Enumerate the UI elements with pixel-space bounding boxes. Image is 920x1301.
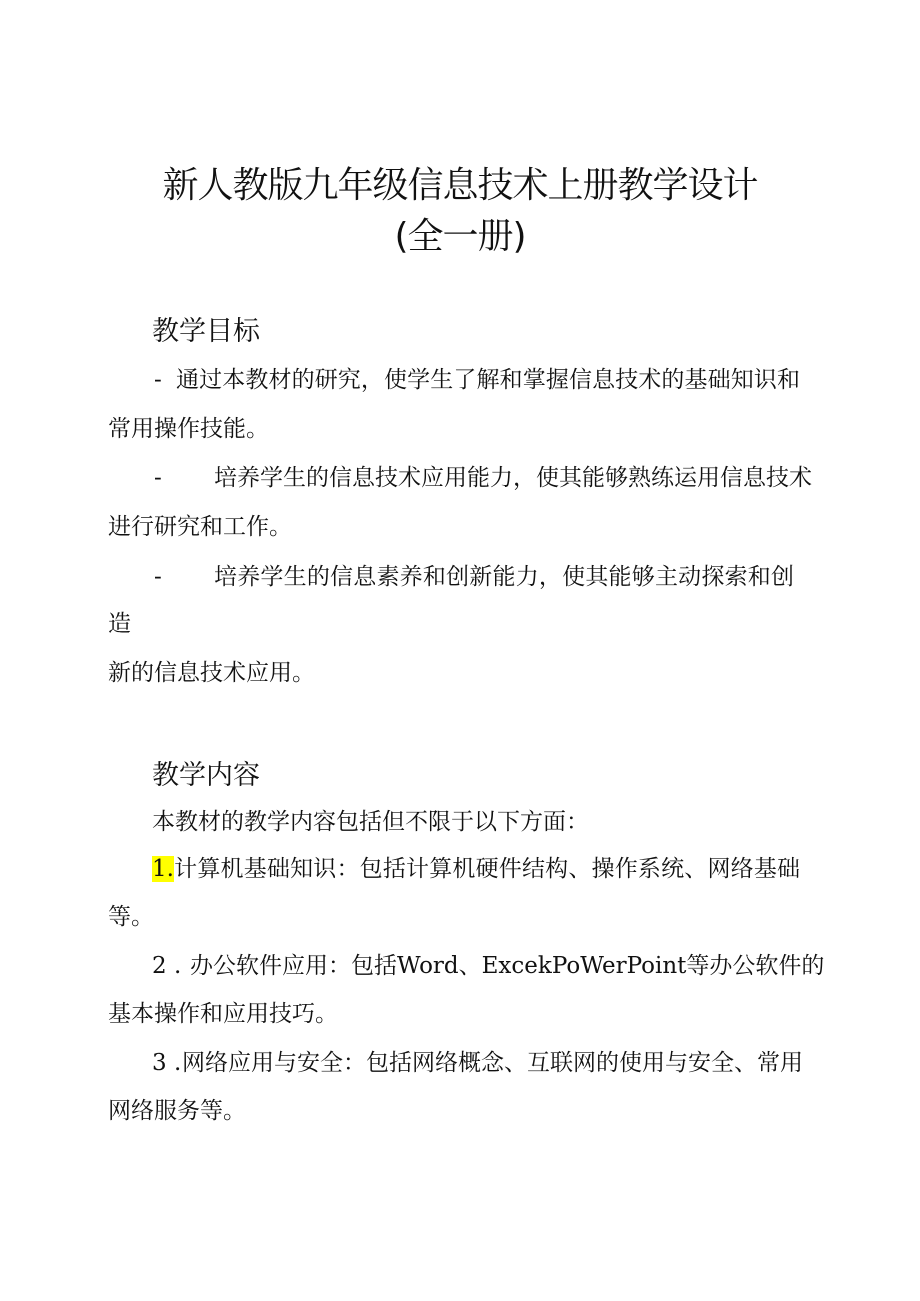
content-heading: 教学内容 <box>152 760 260 791</box>
content-item-3-line1: 网络应用与安全：包括网络概念、互联网的使用与安全、常用 <box>182 1050 803 1076</box>
objectives-heading: 教学目标 <box>152 316 260 347</box>
objective-3-dash: - <box>154 564 162 590</box>
document-title: 新人教版九年级信息技术上册教学设计 <box>162 165 758 206</box>
content-item-3-number: 3 . <box>152 1050 182 1076</box>
content-item-1-number: 1. <box>152 856 174 882</box>
objective-2-line1: 培养学生的信息技术应用能力，使其能够熟练运用信息技术 <box>214 465 812 491</box>
objective-1-dash: - <box>154 367 162 393</box>
objective-2-dash: - <box>154 465 162 491</box>
objective-3-line2: 造 <box>108 611 131 637</box>
content-item-1-text: 计算机基础知识：包括计算机硬件结构、操作系统、网络基础 <box>173 856 800 882</box>
content-item-2-line1: 办公软件应用：包括Word、ExcekPoWerPoint等办公软件的 <box>190 953 825 979</box>
content-item-1-line1 <box>152 858 800 881</box>
content-item-1-line2: 等。 <box>108 904 154 930</box>
objective-1-line1: 通过本教材的研究，使学生了解和掌握信息技术的基础知识和 <box>176 367 800 393</box>
content-item-2-line2: 基本操作和应用技巧。 <box>108 1001 338 1027</box>
content-item-2-number: 2 . <box>152 953 182 979</box>
objective-3-line1: 培养学生的信息素养和创新能力，使其能够主动探索和创 <box>214 564 794 590</box>
content-item-3-line2: 网络服务等。 <box>108 1098 246 1124</box>
objective-2-line2: 进行研究和工作。 <box>108 514 292 540</box>
objective-1-line2: 常用操作技能。 <box>108 416 269 442</box>
content-intro: 本教材的教学内容包括但不限于以下方面： <box>152 809 589 835</box>
document-subtitle: (全一册) <box>394 216 526 257</box>
objective-3-line3: 新的信息技术应用。 <box>108 660 315 686</box>
